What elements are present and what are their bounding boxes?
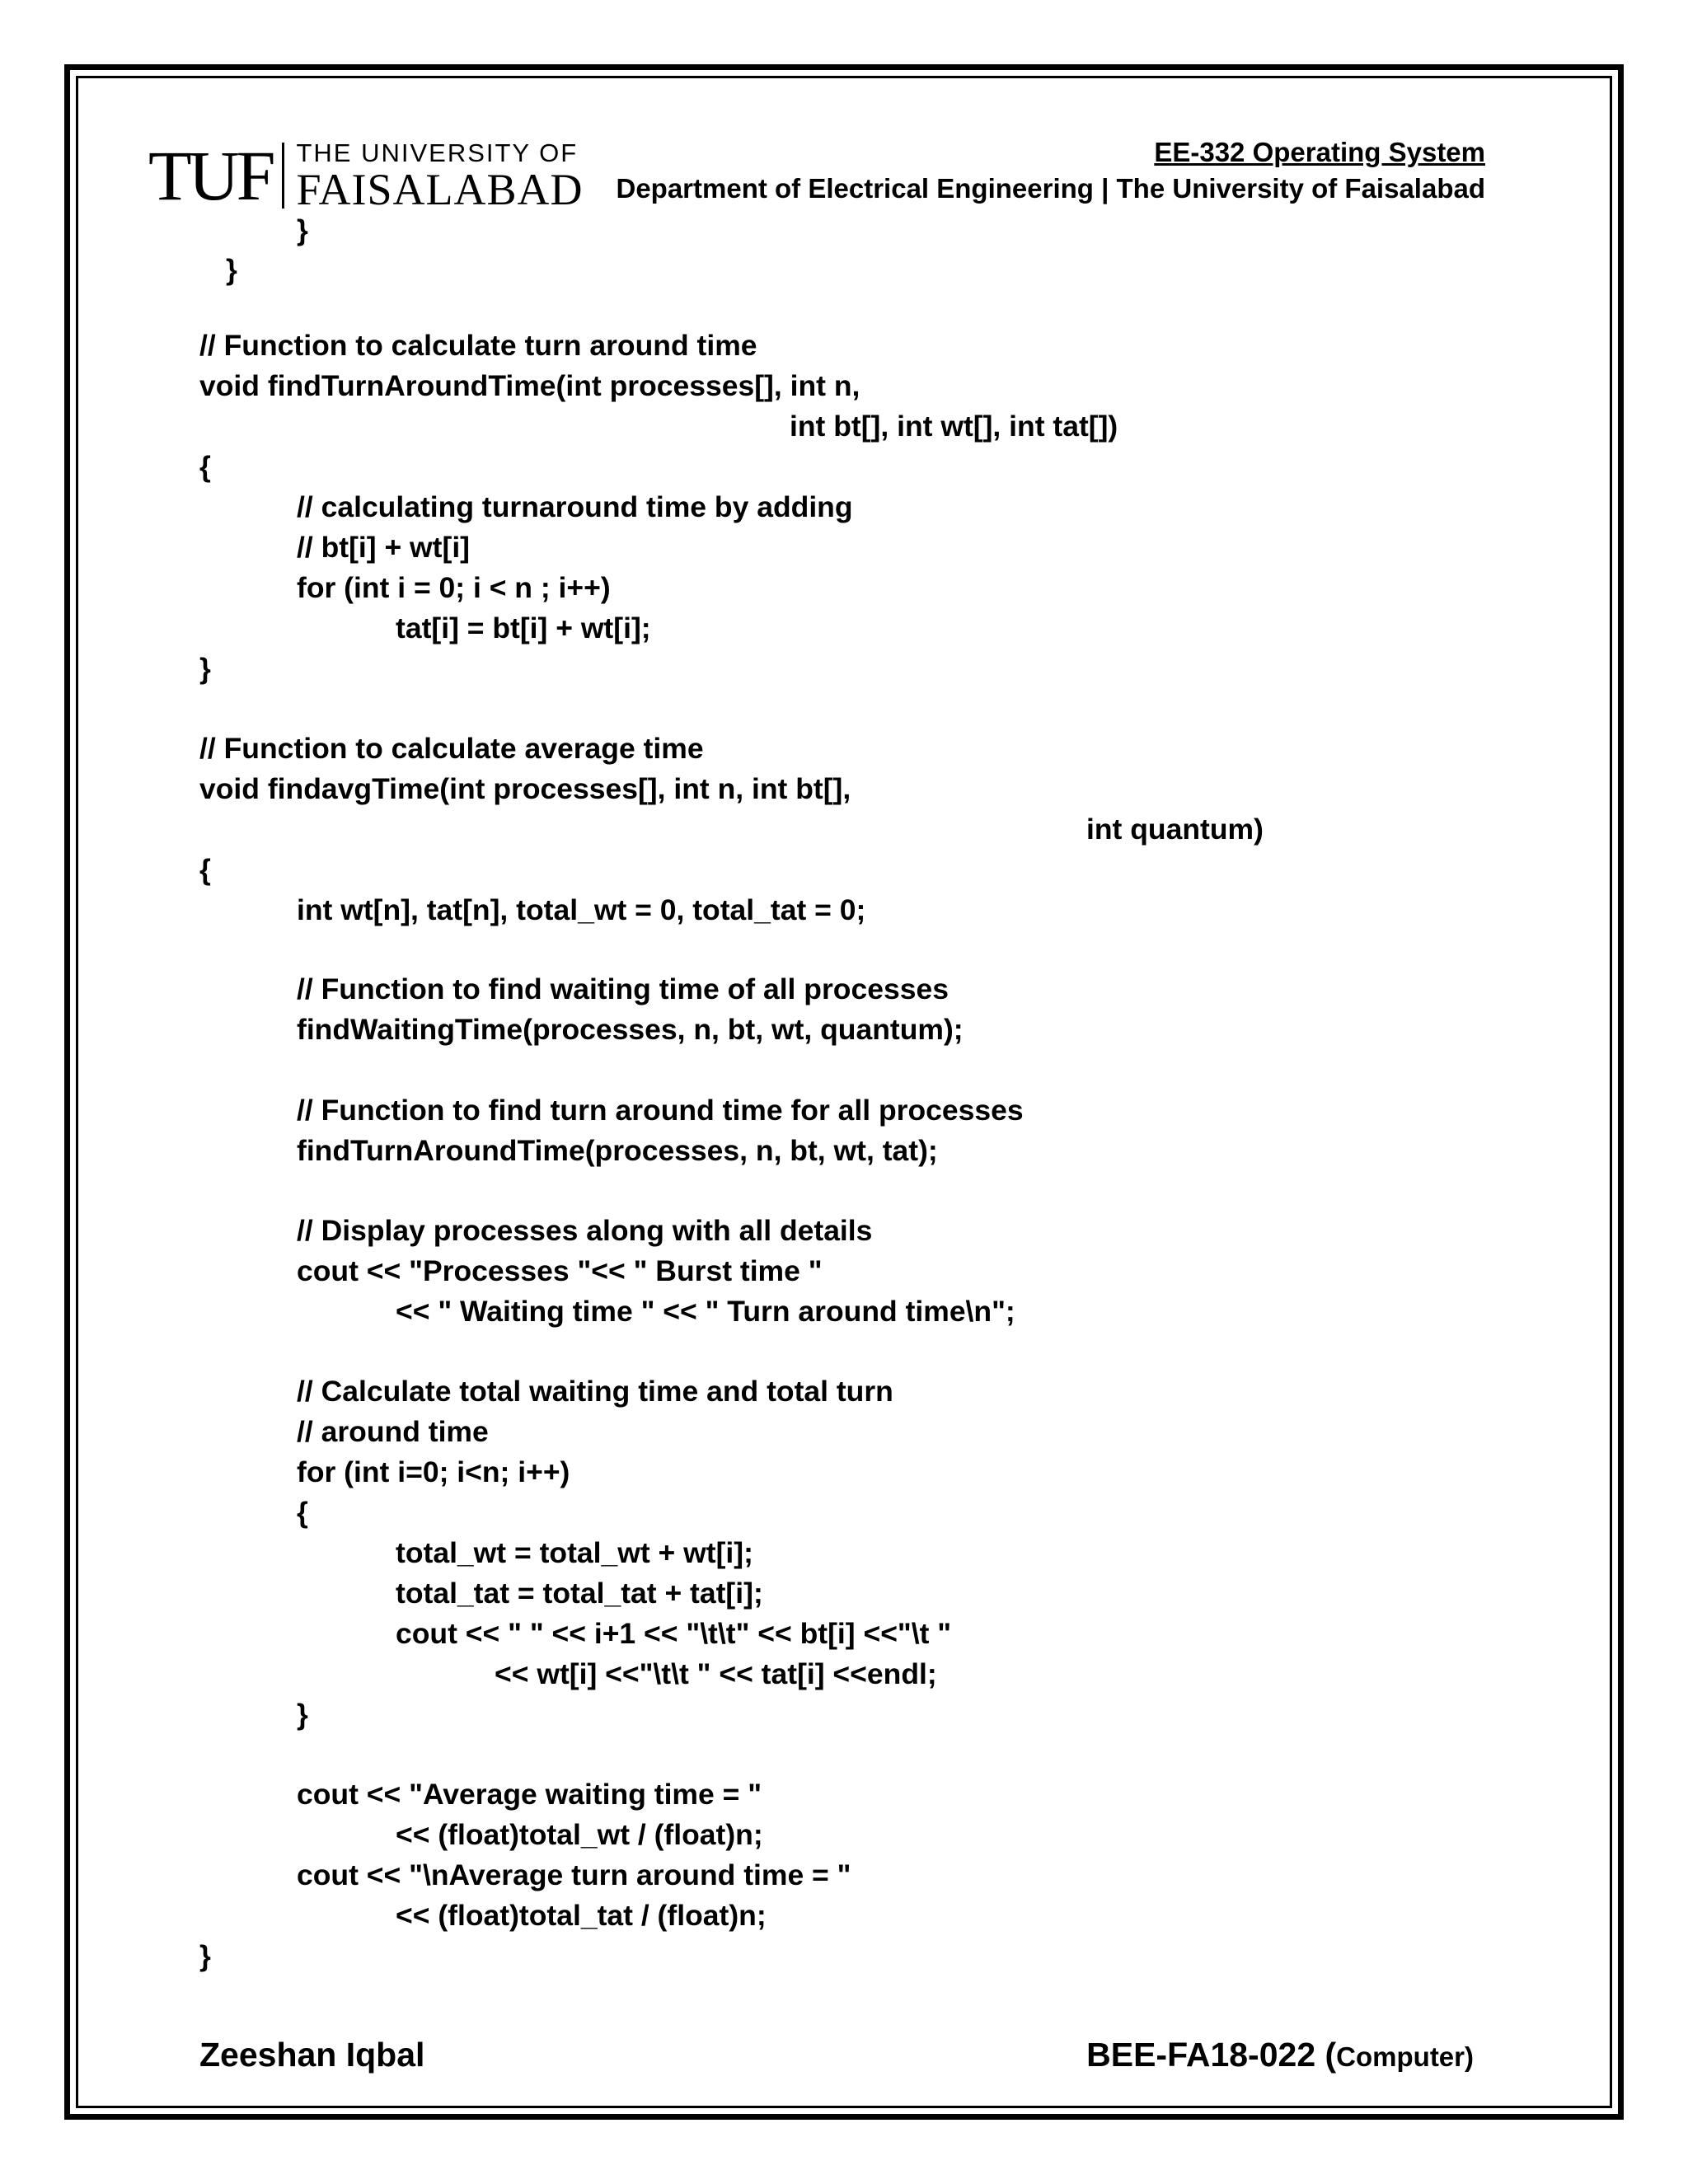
code-line: cout << " " << i+1 << "\t\t" << bt[i] <<"\t "	[396, 1617, 952, 1650]
university-logo	[148, 138, 584, 213]
code-line: void findTurnAroundTime(int processes[], int n,	[199, 369, 860, 402]
code-line: {	[199, 450, 211, 483]
code-line: total_tat = total_tat + tat[i];	[396, 1577, 763, 1610]
code-line: // calculating turnaround time by adding	[297, 490, 853, 523]
department-line: Department of Electrical Engineering | The University of Faisalabad	[616, 173, 1485, 204]
code-line: }	[199, 652, 211, 685]
code-line: // Calculate total waiting time and total turn	[297, 1375, 893, 1408]
logo-divider	[282, 143, 284, 209]
code-line: << wt[i] <<"\t\t " << tat[i] <<endl;	[495, 1657, 937, 1690]
student-id-main: BEE-FA18-022 (	[1086, 2036, 1337, 2074]
code-line: // Display processes along with all details	[297, 1214, 873, 1247]
code-line: for (int i=0; i<n; i++)	[297, 1455, 570, 1488]
code-line: << (float)total_tat / (float)n;	[396, 1899, 767, 1932]
code-line: // Function to calculate turn around time	[199, 329, 757, 362]
code-line: // Function to find turn around time for all processes	[297, 1094, 1024, 1127]
code-line: cout << "Processes "<< " Burst time "	[297, 1254, 823, 1287]
logo-line-2: FAISALABAD	[296, 164, 584, 214]
code-line: // Function to find waiting time of all processes	[297, 972, 949, 1005]
code-line: << " Waiting time " << " Turn around time\n";	[396, 1295, 1015, 1328]
code-line: }	[297, 1698, 308, 1731]
code-line: findTurnAroundTime(processes, n, bt, wt, tat);	[297, 1134, 938, 1167]
logo-wordmark	[296, 140, 583, 212]
code-line: }	[199, 1939, 211, 1972]
code-line: }	[226, 253, 237, 286]
code-line: int bt[], int wt[], int tat[])	[790, 410, 1118, 443]
code-line: // Function to calculate average time	[199, 732, 704, 765]
code-line: void findavgTime(int processes[], int n, int bt[],	[199, 772, 851, 805]
code-line: << (float)total_wt / (float)n;	[396, 1818, 763, 1851]
code-line: cout << "Average waiting time = "	[297, 1778, 762, 1811]
code-line: findWaitingTime(processes, n, bt, wt, quantum);	[297, 1013, 964, 1046]
code-line: total_wt = total_wt + wt[i];	[396, 1536, 753, 1569]
code-line: {	[297, 1496, 308, 1529]
code-line: {	[199, 853, 211, 886]
code-line: }	[297, 213, 308, 246]
code-line: int quantum)	[1086, 813, 1264, 846]
student-id-program: Computer)	[1336, 2041, 1474, 2072]
code-line: int wt[n], tat[n], total_wt = 0, total_tat = 0;	[297, 893, 866, 926]
code-line: for (int i = 0; i < n ; i++)	[297, 571, 611, 604]
course-title: EE-332 Operating System	[1154, 137, 1485, 167]
student-name: Zeeshan Iqbal	[199, 2036, 425, 2074]
student-id	[1086, 2036, 1474, 2074]
code-line: cout << "\nAverage turn around time = "	[297, 1858, 851, 1891]
code-line: // bt[i] + wt[i]	[297, 531, 471, 564]
logo-line-1: THE UNIVERSITY OF	[296, 138, 579, 167]
code-line: // around time	[297, 1415, 489, 1448]
code-line: tat[i] = bt[i] + wt[i];	[396, 612, 651, 644]
logo-mark: TUF	[148, 136, 273, 215]
